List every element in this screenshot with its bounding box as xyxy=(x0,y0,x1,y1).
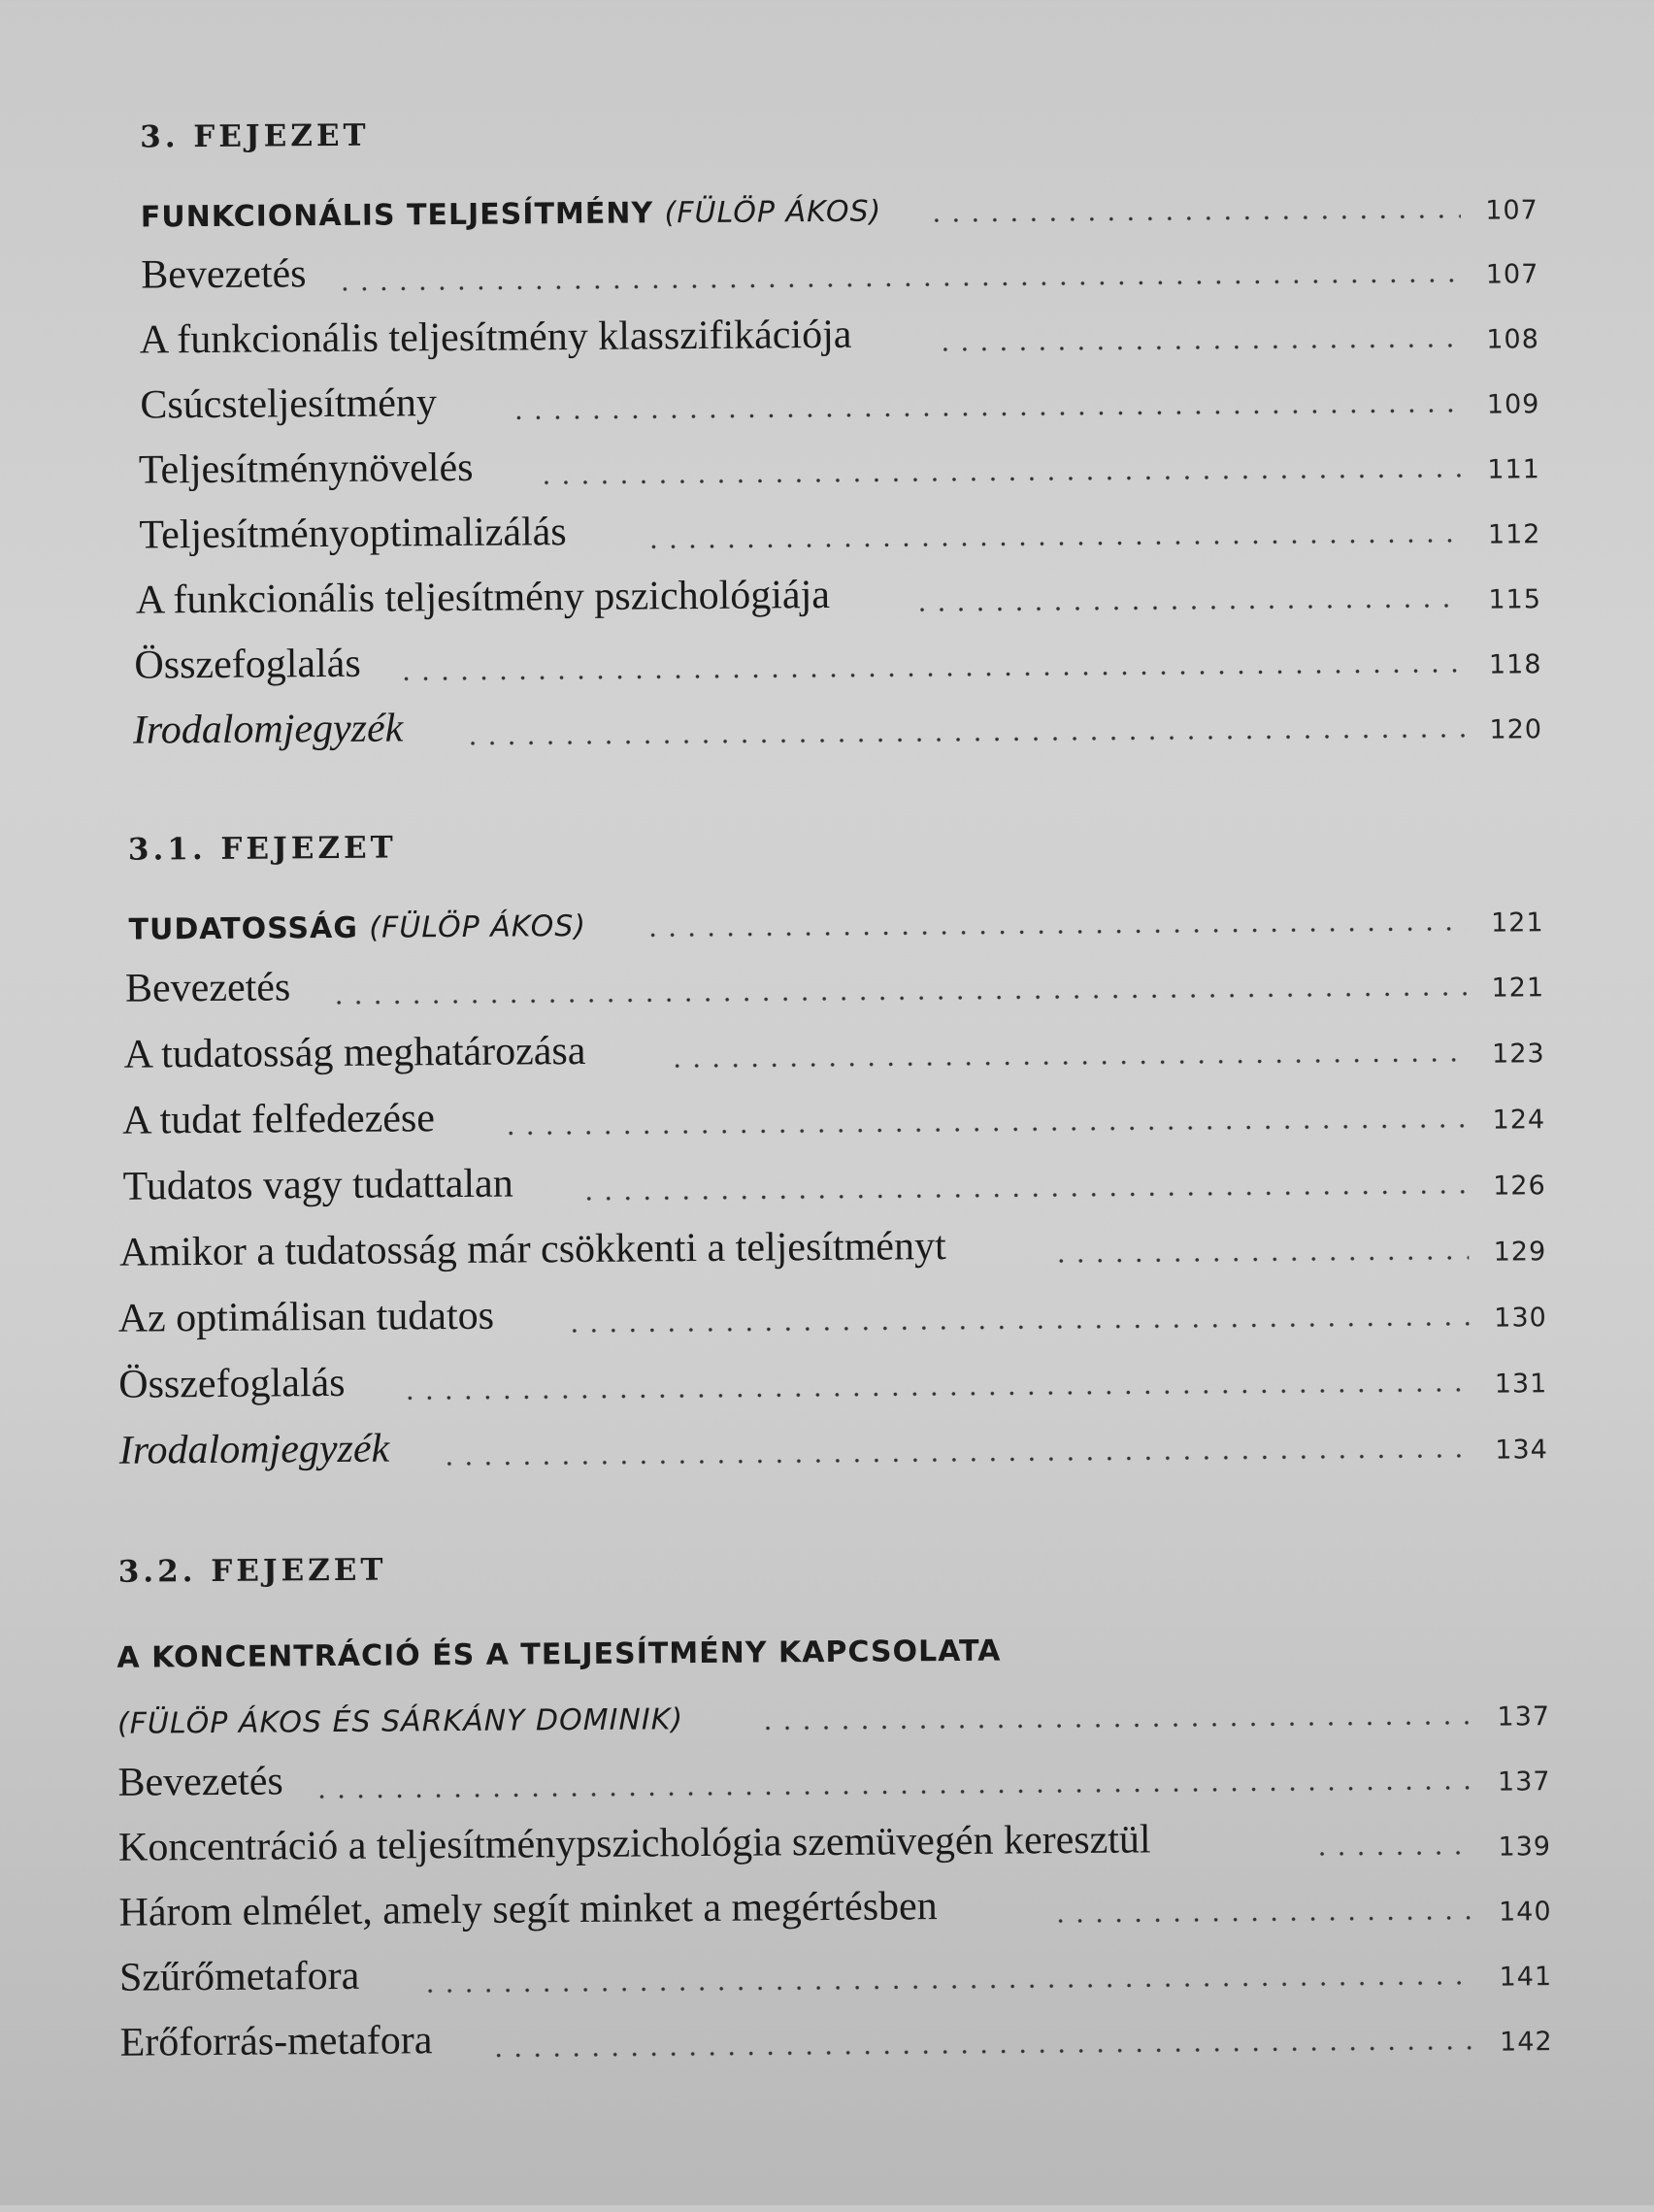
leader-dots xyxy=(397,669,1465,681)
page-number: 140 xyxy=(1498,1897,1552,1928)
toc-heading-row[interactable] xyxy=(128,877,1543,946)
toc-entry[interactable] xyxy=(119,1206,1546,1276)
toc-entry[interactable] xyxy=(125,942,1544,1011)
leader-dots xyxy=(509,409,1462,420)
page-number: 107 xyxy=(1485,259,1539,290)
leader-dots xyxy=(1051,1916,1474,1923)
leader-dots xyxy=(1051,1256,1469,1263)
entry-title: Bevezetés xyxy=(141,251,307,298)
leader-dots xyxy=(501,1124,1468,1136)
toc-entry[interactable] xyxy=(118,1801,1551,1871)
entry-title: Csúcsteljesítmény xyxy=(140,380,438,428)
toc-entry[interactable] xyxy=(122,1074,1545,1144)
toc-entry[interactable] xyxy=(139,489,1540,558)
chapter-authors: (FÜLÖP ÁKOS ÉS SÁRKÁNY DOMINIK) xyxy=(116,1702,684,1741)
leader-dots xyxy=(579,1190,1469,1201)
entry-title: A tudatosság meghatározása xyxy=(123,1028,586,1077)
chapter-title: FUNKCIONÁLIS TELJESÍTMÉNY (FÜLÖP ÁKOS) xyxy=(140,194,882,235)
page-number: 124 xyxy=(1492,1105,1546,1136)
page-number: 111 xyxy=(1487,454,1541,485)
entry-title: A funkcionális teljesítmény pszichológiája xyxy=(135,572,831,623)
page-number: 108 xyxy=(1486,324,1539,355)
toc-entry[interactable] xyxy=(119,1404,1548,1474)
entry-title: Teljesítményoptimalizálás xyxy=(139,510,567,558)
page-number: 126 xyxy=(1493,1171,1546,1202)
page-number: 129 xyxy=(1493,1237,1547,1268)
entry-title: Amikor a tudatosság már csökkenti a teljesítményt xyxy=(119,1224,946,1275)
entry-title: Bevezetés xyxy=(117,1759,283,1805)
toc-entry[interactable] xyxy=(139,424,1540,493)
entry-title: Összefoglalás xyxy=(118,1360,346,1407)
page-number: 141 xyxy=(1499,1962,1553,1993)
chapter-label: 3.2. FEJEZET xyxy=(117,1552,387,1590)
toc-entry[interactable] xyxy=(133,684,1542,753)
chapter-label: 3. FEJEZET xyxy=(140,117,370,155)
page-number: 137 xyxy=(1497,1766,1551,1798)
entry-title: A funkcionális teljesítmény klasszifikációja xyxy=(139,312,852,363)
entry-title: Három elmélet, amely segít minket a megértésben xyxy=(118,1884,938,1935)
leader-dots xyxy=(668,1058,1468,1068)
chapter-title-row xyxy=(116,1605,1549,1675)
chapter-title: TUDATOSSÁG (FÜLÖP ÁKOS) xyxy=(128,908,587,947)
toc-entry[interactable] xyxy=(117,1736,1550,1806)
leader-dots xyxy=(313,1786,1473,1799)
leader-dots xyxy=(537,474,1463,484)
chapter-title: A KONCENTRÁCIÓ ÉS A TELJESÍTMÉNY KAPCSOLATA xyxy=(116,1634,1002,1675)
toc-entry[interactable] xyxy=(118,1866,1551,1936)
toc-entry[interactable] xyxy=(119,1931,1552,2001)
entry-title: A tudat felfedezése xyxy=(121,1096,436,1143)
leader-dots xyxy=(440,1454,1471,1466)
toc-entry[interactable] xyxy=(117,1272,1546,1342)
leader-dots xyxy=(335,279,1461,291)
entry-title: Koncentráció a teljesítménypszichológia szemüvegén keresztül xyxy=(117,1817,1151,1870)
page-number: 134 xyxy=(1495,1435,1548,1466)
page-number: 107 xyxy=(1485,195,1538,226)
toc-entry[interactable] xyxy=(134,619,1541,688)
toc-entry[interactable] xyxy=(123,1008,1544,1077)
page-number: 121 xyxy=(1491,973,1545,1004)
entry-title: Bevezetés xyxy=(124,965,291,1011)
toc-entry[interactable] xyxy=(122,1140,1545,1210)
leader-dots xyxy=(565,1322,1470,1333)
leader-dots xyxy=(927,215,1461,222)
page-number: 120 xyxy=(1489,714,1543,745)
page-number: 130 xyxy=(1494,1303,1547,1334)
toc-entry[interactable] xyxy=(119,1997,1552,2066)
leader-dots xyxy=(489,2046,1475,2058)
leader-dots xyxy=(463,734,1465,745)
toc-heading-row[interactable] xyxy=(140,165,1538,234)
toc-entry[interactable] xyxy=(136,554,1541,623)
leader-dots xyxy=(420,1981,1474,1994)
leader-dots xyxy=(329,992,1467,1005)
page-number: 137 xyxy=(1497,1701,1551,1733)
leader-dots xyxy=(644,539,1463,549)
entry-title: Irodalomjegyzék xyxy=(132,706,404,753)
entry-title: Teljesítménynövelés xyxy=(138,445,474,493)
page-number: 142 xyxy=(1499,2027,1553,2058)
leader-dots xyxy=(936,344,1462,351)
entry-title: Összefoglalás xyxy=(134,641,361,688)
toc-entry[interactable] xyxy=(140,359,1539,428)
page-number: 109 xyxy=(1486,389,1540,420)
leader-dots xyxy=(644,927,1467,938)
toc-heading-row[interactable] xyxy=(117,1671,1550,1741)
toc-entry[interactable] xyxy=(140,294,1539,363)
leader-dots xyxy=(758,1721,1472,1731)
leader-dots xyxy=(912,604,1464,611)
page-number: 123 xyxy=(1491,1039,1545,1070)
page-number: 139 xyxy=(1498,1832,1552,1863)
toc-entry[interactable] xyxy=(118,1338,1547,1408)
entry-title: Szűrőmetafora xyxy=(118,1953,360,2000)
entry-title: Erőforrás-metafora xyxy=(119,2018,433,2065)
page-shadow xyxy=(0,2089,1654,2205)
toc-entry[interactable] xyxy=(141,229,1538,298)
page-number: 115 xyxy=(1488,584,1542,615)
chapter-label: 3.1. FEJEZET xyxy=(127,830,397,868)
entry-title: Az optimálisan tudatos xyxy=(117,1293,495,1341)
page-number: 131 xyxy=(1494,1369,1548,1400)
page-number: 112 xyxy=(1487,519,1541,550)
leader-dots xyxy=(400,1388,1470,1401)
leader-dots xyxy=(1312,1851,1473,1856)
entry-title: Tudatos vagy tudattalan xyxy=(122,1161,513,1209)
page-number: 118 xyxy=(1488,649,1542,680)
page-number: 121 xyxy=(1490,908,1544,939)
entry-title: Irodalomjegyzék xyxy=(118,1426,390,1473)
